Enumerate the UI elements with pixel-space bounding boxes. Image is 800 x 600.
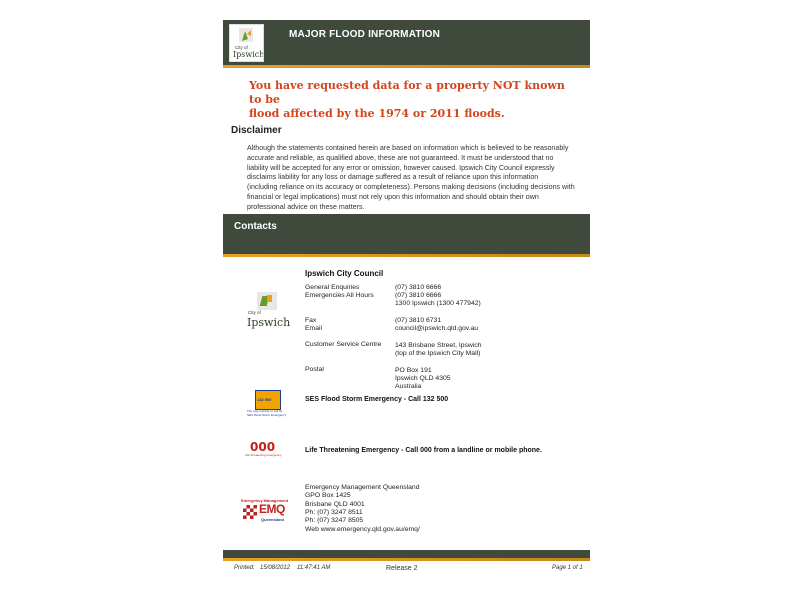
general-enquiries-label: General Enquiries — [305, 284, 360, 291]
postal-line3: Australia — [395, 383, 422, 390]
disclaimer-line: accurate and reliable, as qualified above, these are not guaranteed. It must be understood that no — [247, 153, 554, 162]
footer-bar — [223, 550, 590, 558]
flood-status-message — [249, 79, 579, 121]
emq-line2: GPO Box 1425 — [305, 492, 351, 499]
ses-contact: SES Flood Storm Emergency - Call 132 500 — [305, 396, 449, 403]
emq-logo-bottom: Queensland — [261, 517, 284, 522]
disclaimer-line: liability will be accepted for any error or omission, however caused. Ipswich City Council expressly — [247, 163, 555, 172]
printed-label: Printed: — [234, 565, 255, 571]
emq-logo-top: Emergency Management — [241, 498, 289, 503]
release-label: Release 2 — [386, 565, 418, 572]
general-enquiries-value: (07) 3810 6666 — [395, 284, 442, 291]
disclaimer-line: disclaims liability for any loss or damage suffered as a result of reliance upon this information — [247, 173, 539, 182]
contacts-accent-line — [223, 254, 590, 257]
emq-line4: Ph: (07) 3247 8511 — [305, 509, 363, 516]
ses-logo — [247, 390, 287, 422]
email-value: council@ipswich.qld.gov.au — [395, 325, 479, 332]
page-number: Page 1 of 1 — [552, 565, 583, 571]
email-label: Email — [305, 325, 322, 332]
emq-line1: Emergency Management Queensland — [305, 484, 420, 491]
header-logo-line1: City of — [235, 45, 248, 50]
postal-line1: PO Box 191 — [395, 367, 432, 374]
fax-value: (07) 3810 6731 — [395, 317, 442, 324]
disclaimer-line: (including reliance on its accuracy or completeness). Persons making decisions (including decisions with — [247, 183, 575, 192]
postal-line2: Ipswich QLD 4305 — [395, 375, 451, 382]
flood-report-page — [223, 20, 590, 580]
header-accent-line — [223, 65, 590, 68]
flood-status-line2: flood affected by the 1974 or 2011 floods. — [249, 107, 505, 120]
page-title: MAJOR FLOOD INFORMATION — [289, 29, 441, 40]
contacts-heading: Contacts — [234, 221, 277, 232]
emergency-000-number: 000 — [250, 440, 276, 454]
emq-logo — [241, 498, 291, 524]
fax-label: Fax — [305, 317, 317, 324]
emergency-000-contact: Life Threatening Emergency - Call 000 from a landline or mobile phone. — [305, 447, 542, 454]
checkered-flag-icon — [243, 505, 257, 519]
flood-status-line1: You have requested data for a property NOT known to be — [249, 79, 565, 106]
customer-service-note: (top of the Ipswich City Mall) — [395, 350, 481, 357]
council-logo-line1: City of — [248, 310, 261, 315]
emergency-000-caption: Life threatening emergency — [245, 453, 282, 457]
emergencies-label: Emergencies All Hours — [305, 292, 374, 299]
emq-line5: Ph: (07) 3247 8505 — [305, 517, 364, 524]
council-logo-line2: Ipswich — [247, 316, 291, 329]
ipswich-logo — [229, 24, 264, 62]
emq-web: Web www.emergency.qld.gov.au/emq/ — [305, 526, 420, 533]
printed-date: 15/08/2012 — [260, 565, 291, 571]
emergency-000-logo — [245, 440, 289, 464]
contacts-bar — [223, 214, 590, 254]
postal-label: Postal — [305, 366, 324, 373]
disclaimer-line: Although the statements contained herein are based on information which is believed to be reasonably — [247, 144, 569, 152]
footer-accent-line — [223, 558, 590, 561]
emq-logo-text: EMQ — [259, 502, 285, 516]
customer-service-address: 143 Brisbane Street, Ipswich — [395, 342, 482, 349]
disclaimer-line: professional advice on these matters. — [247, 202, 365, 211]
disclaimer-line: financial or legal implications) must not rely upon this information and should obtain their own — [247, 192, 539, 201]
emergencies-value-alt: 1300 Ipswich (1300 477942) — [395, 300, 481, 307]
printed-time: 11:47:41 AM — [297, 565, 331, 571]
ipswich-logo-small — [247, 292, 291, 332]
ses-logo-caption: The only number to call for SES Flood Storm Emergency — [247, 409, 287, 417]
emq-line3: Brisbane QLD 4001 — [305, 501, 365, 508]
emergencies-value: (07) 3810 6666 — [395, 292, 442, 299]
header-bar — [223, 20, 590, 65]
ipswich-logo-icon — [230, 25, 263, 61]
customer-service-label: Customer Service Centre — [305, 341, 382, 348]
disclaimer-text — [247, 144, 592, 213]
disclaimer-heading: Disclaimer — [231, 125, 282, 136]
header-logo-line2: Ipswich — [233, 50, 263, 59]
ses-logo-number: 132 500 — [257, 397, 272, 402]
council-name: Ipswich City Council — [305, 269, 384, 278]
